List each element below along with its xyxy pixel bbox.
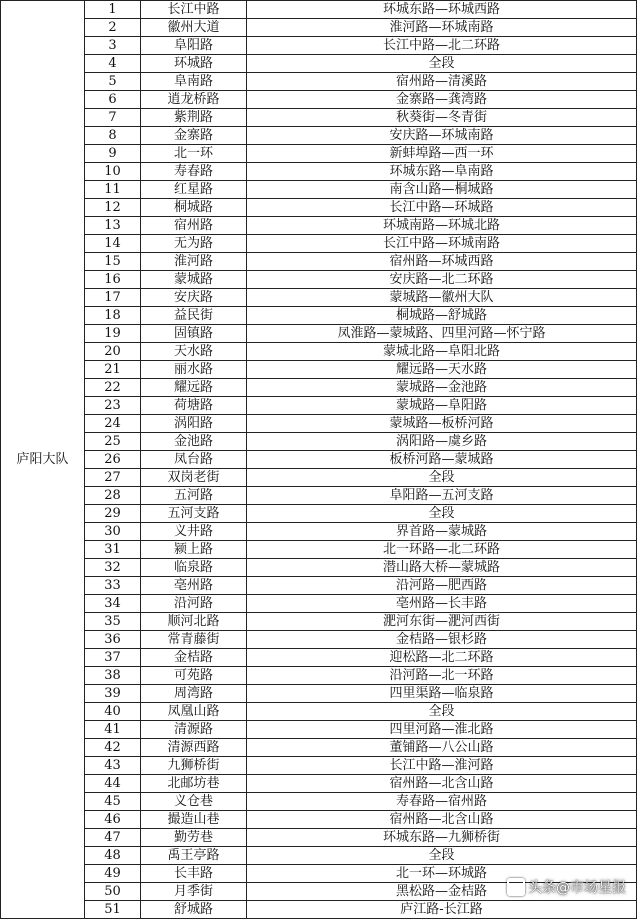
road-range-cell: 全段 bbox=[247, 703, 637, 721]
table-row bbox=[1, 469, 637, 487]
road-range-cell: 秋葵街—冬青街 bbox=[247, 109, 637, 127]
road-name-cell: 阜南路 bbox=[141, 73, 247, 91]
row-number-cell: 7 bbox=[85, 109, 141, 127]
table-row bbox=[1, 541, 637, 559]
row-number-cell: 1 bbox=[85, 1, 141, 19]
table-row bbox=[1, 721, 637, 739]
road-range-cell: 凤淮路—蒙城路、四里河路—怀宁路 bbox=[247, 325, 637, 343]
row-number-cell: 30 bbox=[85, 523, 141, 541]
road-name-cell: 顺河北路 bbox=[141, 613, 247, 631]
row-number-cell: 38 bbox=[85, 667, 141, 685]
row-number-cell: 41 bbox=[85, 721, 141, 739]
road-range-cell: 四里渠路—临泉路 bbox=[247, 685, 637, 703]
road-range-cell: 金桔路—银杉路 bbox=[247, 631, 637, 649]
row-number-cell: 10 bbox=[85, 163, 141, 181]
road-name-cell: 义井路 bbox=[141, 523, 247, 541]
row-number-cell: 24 bbox=[85, 415, 141, 433]
road-name-cell: 蒙城路 bbox=[141, 271, 247, 289]
road-name-cell: 清源路 bbox=[141, 721, 247, 739]
road-range-cell: 南含山路—桐城路 bbox=[247, 181, 637, 199]
road-range-cell: 蒙城北路—阜阳北路 bbox=[247, 343, 637, 361]
table-row bbox=[1, 109, 637, 127]
row-number-cell: 3 bbox=[85, 37, 141, 55]
table-row bbox=[1, 415, 637, 433]
road-name-cell: 撮造山巷 bbox=[141, 811, 247, 829]
row-number-cell: 18 bbox=[85, 307, 141, 325]
row-number-cell: 16 bbox=[85, 271, 141, 289]
table-row bbox=[1, 307, 637, 325]
road-range-cell: 环城东路—环城西路 bbox=[247, 1, 637, 19]
road-name-cell: 益民街 bbox=[141, 307, 247, 325]
table-row bbox=[1, 685, 637, 703]
row-number-cell: 36 bbox=[85, 631, 141, 649]
table-row bbox=[1, 775, 637, 793]
road-name-cell: 沿河路 bbox=[141, 595, 247, 613]
road-range-cell: 沿河路—肥西路 bbox=[247, 577, 637, 595]
table-row bbox=[1, 91, 637, 109]
road-range-cell: 沿河路—北一环路 bbox=[247, 667, 637, 685]
table-row bbox=[1, 523, 637, 541]
row-number-cell: 32 bbox=[85, 559, 141, 577]
table-row bbox=[1, 73, 637, 91]
row-number-cell: 42 bbox=[85, 739, 141, 757]
row-number-cell: 14 bbox=[85, 235, 141, 253]
table-row bbox=[1, 361, 637, 379]
road-range-cell: 长江中路—北二环路 bbox=[247, 37, 637, 55]
road-name-cell: 安庆路 bbox=[141, 289, 247, 307]
road-name-cell: 常青藤街 bbox=[141, 631, 247, 649]
road-range-cell: 四里河路—淮北路 bbox=[247, 721, 637, 739]
road-range-cell: 桐城路—舒城路 bbox=[247, 307, 637, 325]
row-number-cell: 40 bbox=[85, 703, 141, 721]
road-name-cell: 义仓巷 bbox=[141, 793, 247, 811]
table-row bbox=[1, 595, 637, 613]
road-range-cell: 安庆路—环城南路 bbox=[247, 127, 637, 145]
road-name-cell: 金桔路 bbox=[141, 649, 247, 667]
table-row bbox=[1, 811, 637, 829]
road-name-cell: 长江中路 bbox=[141, 1, 247, 19]
road-name-cell: 亳州路 bbox=[141, 577, 247, 595]
row-number-cell: 4 bbox=[85, 55, 141, 73]
table-row bbox=[1, 793, 637, 811]
row-number-cell: 37 bbox=[85, 649, 141, 667]
table-row bbox=[1, 739, 637, 757]
road-name-cell: 桐城路 bbox=[141, 199, 247, 217]
road-name-cell: 五河路 bbox=[141, 487, 247, 505]
road-range-cell: 全段 bbox=[247, 505, 637, 523]
road-range-cell: 涡阳路—虞乡路 bbox=[247, 433, 637, 451]
road-table-body bbox=[1, 1, 637, 919]
row-number-cell: 50 bbox=[85, 883, 141, 901]
road-range-cell: 环城南路—环城北路 bbox=[247, 217, 637, 235]
row-number-cell: 46 bbox=[85, 811, 141, 829]
table-row bbox=[1, 343, 637, 361]
watermark-text: 头条@市场星报 bbox=[528, 880, 626, 896]
table-row bbox=[1, 487, 637, 505]
table-row bbox=[1, 271, 637, 289]
row-number-cell: 12 bbox=[85, 199, 141, 217]
table-row bbox=[1, 667, 637, 685]
road-range-cell: 淮河路—环城南路 bbox=[247, 19, 637, 37]
table-row bbox=[1, 181, 637, 199]
row-number-cell: 28 bbox=[85, 487, 141, 505]
row-number-cell: 47 bbox=[85, 829, 141, 847]
table-row bbox=[1, 649, 637, 667]
road-name-cell: 长丰路 bbox=[141, 865, 247, 883]
road-name-cell: 月季街 bbox=[141, 883, 247, 901]
road-range-cell: 迎松路—北二环路 bbox=[247, 649, 637, 667]
table-row bbox=[1, 847, 637, 865]
road-range-cell: 全段 bbox=[247, 469, 637, 487]
road-name-cell: 九狮桥街 bbox=[141, 757, 247, 775]
row-number-cell: 17 bbox=[85, 289, 141, 307]
table-row bbox=[1, 163, 637, 181]
road-name-cell: 红星路 bbox=[141, 181, 247, 199]
road-name-cell: 紫荆路 bbox=[141, 109, 247, 127]
row-number-cell: 9 bbox=[85, 145, 141, 163]
road-range-cell: 北一环—环城路 bbox=[247, 865, 637, 883]
table-row bbox=[1, 55, 637, 73]
road-range-cell: 蒙城路—阜阳路 bbox=[247, 397, 637, 415]
row-number-cell: 27 bbox=[85, 469, 141, 487]
road-name-cell: 耀远路 bbox=[141, 379, 247, 397]
table-row bbox=[1, 703, 637, 721]
row-number-cell: 19 bbox=[85, 325, 141, 343]
team-name-cell: 庐阳大队 bbox=[1, 1, 85, 919]
road-name-cell: 环城路 bbox=[141, 55, 247, 73]
table-row bbox=[1, 217, 637, 235]
road-name-cell: 清源西路 bbox=[141, 739, 247, 757]
road-name-cell: 固镇路 bbox=[141, 325, 247, 343]
row-number-cell: 15 bbox=[85, 253, 141, 271]
table-row bbox=[1, 631, 637, 649]
road-range-cell: 董铺路—八公山路 bbox=[247, 739, 637, 757]
road-range-cell: 蒙城路—金池路 bbox=[247, 379, 637, 397]
road-range-cell: 北一环路—北二环路 bbox=[247, 541, 637, 559]
road-range-cell: 全段 bbox=[247, 847, 637, 865]
road-range-cell: 寿春路—宿州路 bbox=[247, 793, 637, 811]
road-name-cell: 临泉路 bbox=[141, 559, 247, 577]
row-number-cell: 45 bbox=[85, 793, 141, 811]
road-range-cell: 安庆路—北二环路 bbox=[247, 271, 637, 289]
row-number-cell: 31 bbox=[85, 541, 141, 559]
road-range-cell: 全段 bbox=[247, 55, 637, 73]
table-row bbox=[1, 325, 637, 343]
row-number-cell: 22 bbox=[85, 379, 141, 397]
road-range-cell: 环城东路—阜南路 bbox=[247, 163, 637, 181]
table-row bbox=[1, 505, 637, 523]
road-name-cell: 凤台路 bbox=[141, 451, 247, 469]
road-range-cell: 新蚌埠路—西一环 bbox=[247, 145, 637, 163]
row-number-cell: 20 bbox=[85, 343, 141, 361]
road-name-cell: 徽州大道 bbox=[141, 19, 247, 37]
row-number-cell: 35 bbox=[85, 613, 141, 631]
row-number-cell: 26 bbox=[85, 451, 141, 469]
road-name-cell: 天水路 bbox=[141, 343, 247, 361]
table-row bbox=[1, 379, 637, 397]
road-name-cell: 北一环 bbox=[141, 145, 247, 163]
road-name-cell: 荷塘路 bbox=[141, 397, 247, 415]
table-row bbox=[1, 613, 637, 631]
table-row bbox=[1, 577, 637, 595]
road-range-cell: 庐江路-长江路 bbox=[247, 901, 637, 919]
road-name-cell: 金寨路 bbox=[141, 127, 247, 145]
road-name-cell: 可苑路 bbox=[141, 667, 247, 685]
road-name-cell: 宿州路 bbox=[141, 217, 247, 235]
row-number-cell: 2 bbox=[85, 19, 141, 37]
road-name-cell: 凤凰山路 bbox=[141, 703, 247, 721]
table-row bbox=[1, 433, 637, 451]
row-number-cell: 29 bbox=[85, 505, 141, 523]
row-number-cell: 44 bbox=[85, 775, 141, 793]
road-range-cell: 长江中路—环城南路 bbox=[247, 235, 637, 253]
road-range-cell: 长江中路—环城路 bbox=[247, 199, 637, 217]
row-number-cell: 13 bbox=[85, 217, 141, 235]
road-range-cell: 亳州路—长丰路 bbox=[247, 595, 637, 613]
row-number-cell: 48 bbox=[85, 847, 141, 865]
road-name-cell: 舒城路 bbox=[141, 901, 247, 919]
table-row bbox=[1, 559, 637, 577]
row-number-cell: 51 bbox=[85, 901, 141, 919]
road-name-cell: 禹王亭路 bbox=[141, 847, 247, 865]
row-number-cell: 43 bbox=[85, 757, 141, 775]
row-number-cell: 39 bbox=[85, 685, 141, 703]
table-row bbox=[1, 37, 637, 55]
table-row bbox=[1, 199, 637, 217]
road-name-cell: 周湾路 bbox=[141, 685, 247, 703]
row-number-cell: 6 bbox=[85, 91, 141, 109]
road-name-cell: 双岗老街 bbox=[141, 469, 247, 487]
table-row bbox=[1, 127, 637, 145]
road-range-cell: 金寨路—龚湾路 bbox=[247, 91, 637, 109]
row-number-cell: 23 bbox=[85, 397, 141, 415]
row-number-cell: 49 bbox=[85, 865, 141, 883]
road-range-cell: 蒙城路—徽州大队 bbox=[247, 289, 637, 307]
road-name-cell: 涡阳路 bbox=[141, 415, 247, 433]
road-name-cell: 丽水路 bbox=[141, 361, 247, 379]
row-number-cell: 25 bbox=[85, 433, 141, 451]
road-range-cell: 阜阳路—五河支路 bbox=[247, 487, 637, 505]
row-number-cell: 34 bbox=[85, 595, 141, 613]
road-name-cell: 五河支路 bbox=[141, 505, 247, 523]
row-number-cell: 5 bbox=[85, 73, 141, 91]
road-name-cell: 逍龙桥路 bbox=[141, 91, 247, 109]
row-number-cell: 21 bbox=[85, 361, 141, 379]
road-range-cell: 宿州路—环城西路 bbox=[247, 253, 637, 271]
table-row bbox=[1, 19, 637, 37]
road-range-cell: 界首路—蒙城路 bbox=[247, 523, 637, 541]
road-name-cell: 颍上路 bbox=[141, 541, 247, 559]
table-row bbox=[1, 829, 637, 847]
toutiao-logo-icon bbox=[507, 878, 525, 896]
road-range-cell: 潜山路大桥—蒙城路 bbox=[247, 559, 637, 577]
road-range-cell: 环城东路—九狮桥街 bbox=[247, 829, 637, 847]
road-range-cell: 宿州路—北含山路 bbox=[247, 775, 637, 793]
road-name-cell: 淮河路 bbox=[141, 253, 247, 271]
table-row bbox=[1, 235, 637, 253]
road-name-cell: 北邮坊巷 bbox=[141, 775, 247, 793]
table-row bbox=[1, 1, 637, 19]
table-row bbox=[1, 901, 637, 919]
road-name-cell: 金池路 bbox=[141, 433, 247, 451]
table-row bbox=[1, 757, 637, 775]
watermark bbox=[507, 877, 626, 897]
road-name-cell: 阜阳路 bbox=[141, 37, 247, 55]
road-range-cell: 宿州路—北含山路 bbox=[247, 811, 637, 829]
row-number-cell: 11 bbox=[85, 181, 141, 199]
table-row bbox=[1, 145, 637, 163]
row-number-cell: 33 bbox=[85, 577, 141, 595]
row-number-cell: 8 bbox=[85, 127, 141, 145]
road-name-cell: 勤劳巷 bbox=[141, 829, 247, 847]
table-row bbox=[1, 397, 637, 415]
road-name-cell: 无为路 bbox=[141, 235, 247, 253]
road-range-cell: 宿州路—清溪路 bbox=[247, 73, 637, 91]
table-row bbox=[1, 289, 637, 307]
road-range-cell: 蒙城路—板桥河路 bbox=[247, 415, 637, 433]
table-row bbox=[1, 451, 637, 469]
road-range-cell: 耀远路—天水路 bbox=[247, 361, 637, 379]
road-range-cell: 淝河东街—淝河西街 bbox=[247, 613, 637, 631]
road-range-cell: 黑松路—金桔路 bbox=[247, 883, 637, 901]
road-name-cell: 寿春路 bbox=[141, 163, 247, 181]
table-row bbox=[1, 253, 637, 271]
road-range-cell: 板桥河路—蒙城路 bbox=[247, 451, 637, 469]
road-range-cell: 长江中路—淮河路 bbox=[247, 757, 637, 775]
